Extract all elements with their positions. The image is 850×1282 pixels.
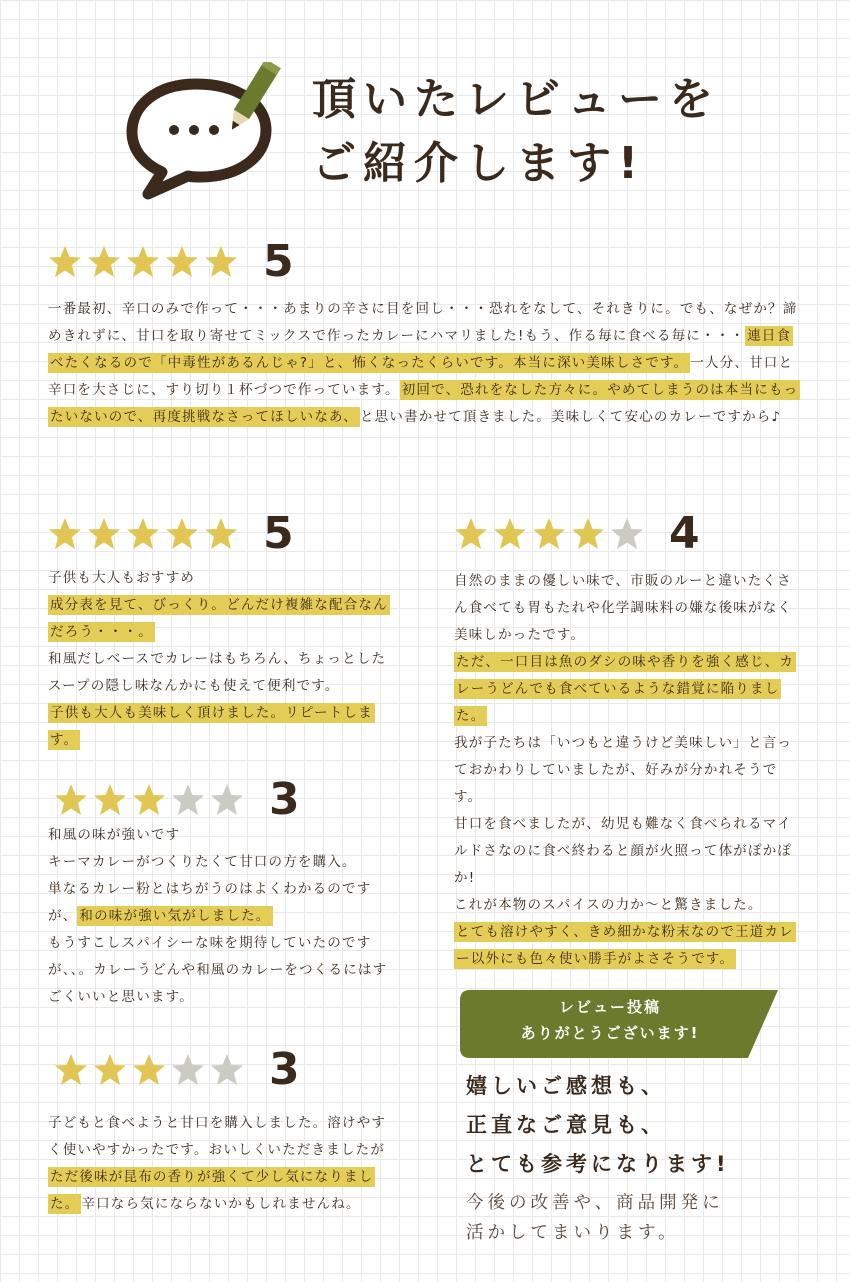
page-title-line-1: 頂いたレビューを	[312, 74, 720, 125]
star-filled-icon	[48, 245, 82, 279]
review-highlight: 子供も大人も美味しく頂けました。リピートします。	[50, 705, 373, 748]
star-filled-icon	[126, 517, 160, 551]
thanks-badge-line-2: ありがとうございます!	[520, 1024, 700, 1042]
review-sentence: 一番最初、辛口のみで作って・・・あまりの辛さに目を回し・・・恐れをなして、それきりに。でも、なぜか？諦めきれずに、甘口を取り寄せてミックスで作ったカレーにハマリました!もう、作る毎に食べる毎に・・・	[48, 301, 798, 344]
review-2-rating	[48, 508, 294, 559]
review-sentence: 我が子たちは「いつもと違うけど美味しい」と言っておかわりしていましたが、好みが分かれそうです。	[454, 735, 793, 805]
rating-number: 3	[269, 774, 300, 825]
review-sentence: 甘口を食べましたが、幼児も難なく食べられるマイルドさなのに食べ終わると顔が火照って体がぽかぽか!	[454, 816, 793, 886]
rating-number: 5	[263, 508, 294, 559]
star-filled-icon	[204, 517, 238, 551]
review-sentence: 辛口なら気にならないかもしれませんね。	[81, 1196, 361, 1212]
star-empty-icon	[610, 517, 644, 551]
review-sentence: 子供も大人もおすすめ	[48, 570, 196, 586]
review-highlight: 連日食べたくなるので「中毒性があるんじゃ?」と、怖くなったくらいです。本当に深い美味しさです。	[50, 328, 792, 371]
review-sentence: もうすこしスパイシーな味を期待していたのですが、、。カレーうどんや和風のカレーをつくるにはすごくいいと思います。	[48, 935, 388, 1005]
star-filled-icon	[454, 517, 488, 551]
review-sentence: これが本物のスパイスの力か〜と驚きました。	[454, 897, 763, 913]
review-1-rating	[48, 236, 294, 287]
thanks-line-3: とても参考になります!	[466, 1152, 730, 1176]
review-highlight: とても溶けやすく、きめ細かな粉末なので王道カレー以外にも色々使い勝手がよさそうです。	[456, 924, 794, 967]
review-4-rating	[54, 774, 300, 825]
review-3-rating	[454, 508, 700, 559]
star-filled-icon	[132, 783, 166, 817]
rating-number: 3	[269, 1044, 300, 1095]
review-highlight: 成分表を見て、びっくり。どんだけ複雑な配合なんだろう・・・。	[50, 597, 388, 640]
review-5-rating	[54, 1044, 300, 1095]
star-filled-icon	[493, 517, 527, 551]
speech-bubble-pencil-icon	[118, 62, 288, 202]
thanks-line-5: 活かしてまいります。	[466, 1223, 680, 1243]
thanks-line-4: 今後の改善や、商品開発に	[466, 1193, 724, 1213]
review-highlight: ただ後味が昆布の香りが強くて少し気になりました。	[50, 1169, 374, 1212]
review-sentence: と思い書かせて頂きました。美味しくて安心のカレーですから♪	[359, 409, 782, 425]
star-empty-icon	[171, 783, 205, 817]
star-filled-icon	[571, 517, 605, 551]
star-empty-icon	[210, 1053, 244, 1087]
review-1-text	[48, 296, 800, 431]
review-highlight: 和の味が強い気がしました。	[79, 908, 271, 924]
star-filled-icon	[48, 517, 82, 551]
review-sentence: 和風だしベースでカレーはもちろん、ちょっとしたスープの隠し味なんかにも使えて便利です。	[48, 651, 387, 694]
star-filled-icon	[93, 1053, 127, 1087]
star-filled-icon	[93, 783, 127, 817]
star-filled-icon	[87, 517, 121, 551]
thanks-line-2: 正直なご意見も、	[466, 1113, 666, 1137]
review-sentence: 子どもと食べようと甘口を購入しました。溶けやすく使いやすかったです。おいしくいただきましたが	[48, 1115, 387, 1158]
review-5-text	[48, 1110, 400, 1218]
page-title-line-2: ご紹介します!	[312, 138, 646, 189]
star-filled-icon	[54, 783, 88, 817]
thanks-badge-line-1: レビュー投稿	[558, 998, 661, 1016]
thanks-line-1: 嬉しいご感想も、	[466, 1074, 666, 1098]
star-filled-icon	[165, 245, 199, 279]
review-2-text	[48, 565, 400, 754]
star-filled-icon	[126, 245, 160, 279]
star-filled-icon	[132, 1053, 166, 1087]
review-sentence: 自然のままの優しい味で、市販のルーと違いたくさん食べても胃もたれや化学調味料の嫌な後味がなく美味しかったです。	[454, 573, 793, 643]
star-filled-icon	[532, 517, 566, 551]
star-empty-icon	[171, 1053, 205, 1087]
review-sentence: キーマカレーがつくりたくて甘口の方を購入。	[48, 854, 357, 870]
review-highlight: 初回で、恐れをなした方々に。やめてしまうのは本当にもったいないので、再度挑戦なさってほしいなあ、	[50, 382, 799, 425]
star-filled-icon	[204, 245, 238, 279]
review-sentence: 和風の味が強いです	[48, 827, 181, 843]
review-sentence: 一人分、甘口と辛口を大さじに、すり切り１杯づつで作っています。	[48, 355, 794, 398]
review-highlight: ただ、一口目は魚のダシの味や香りを強く感じ、カレーうどんでも食べているような錯覚に陥りました。	[456, 654, 795, 724]
review-3-text	[454, 568, 804, 973]
review-sentence: 単なるカレー粉とはちがうのはよくわかるのですが、	[48, 881, 372, 924]
star-filled-icon	[87, 245, 121, 279]
star-filled-icon	[54, 1053, 88, 1087]
rating-number: 5	[263, 236, 294, 287]
review-4-text	[48, 822, 400, 1011]
rating-number: 4	[669, 508, 700, 559]
star-empty-icon	[210, 783, 244, 817]
star-filled-icon	[165, 517, 199, 551]
